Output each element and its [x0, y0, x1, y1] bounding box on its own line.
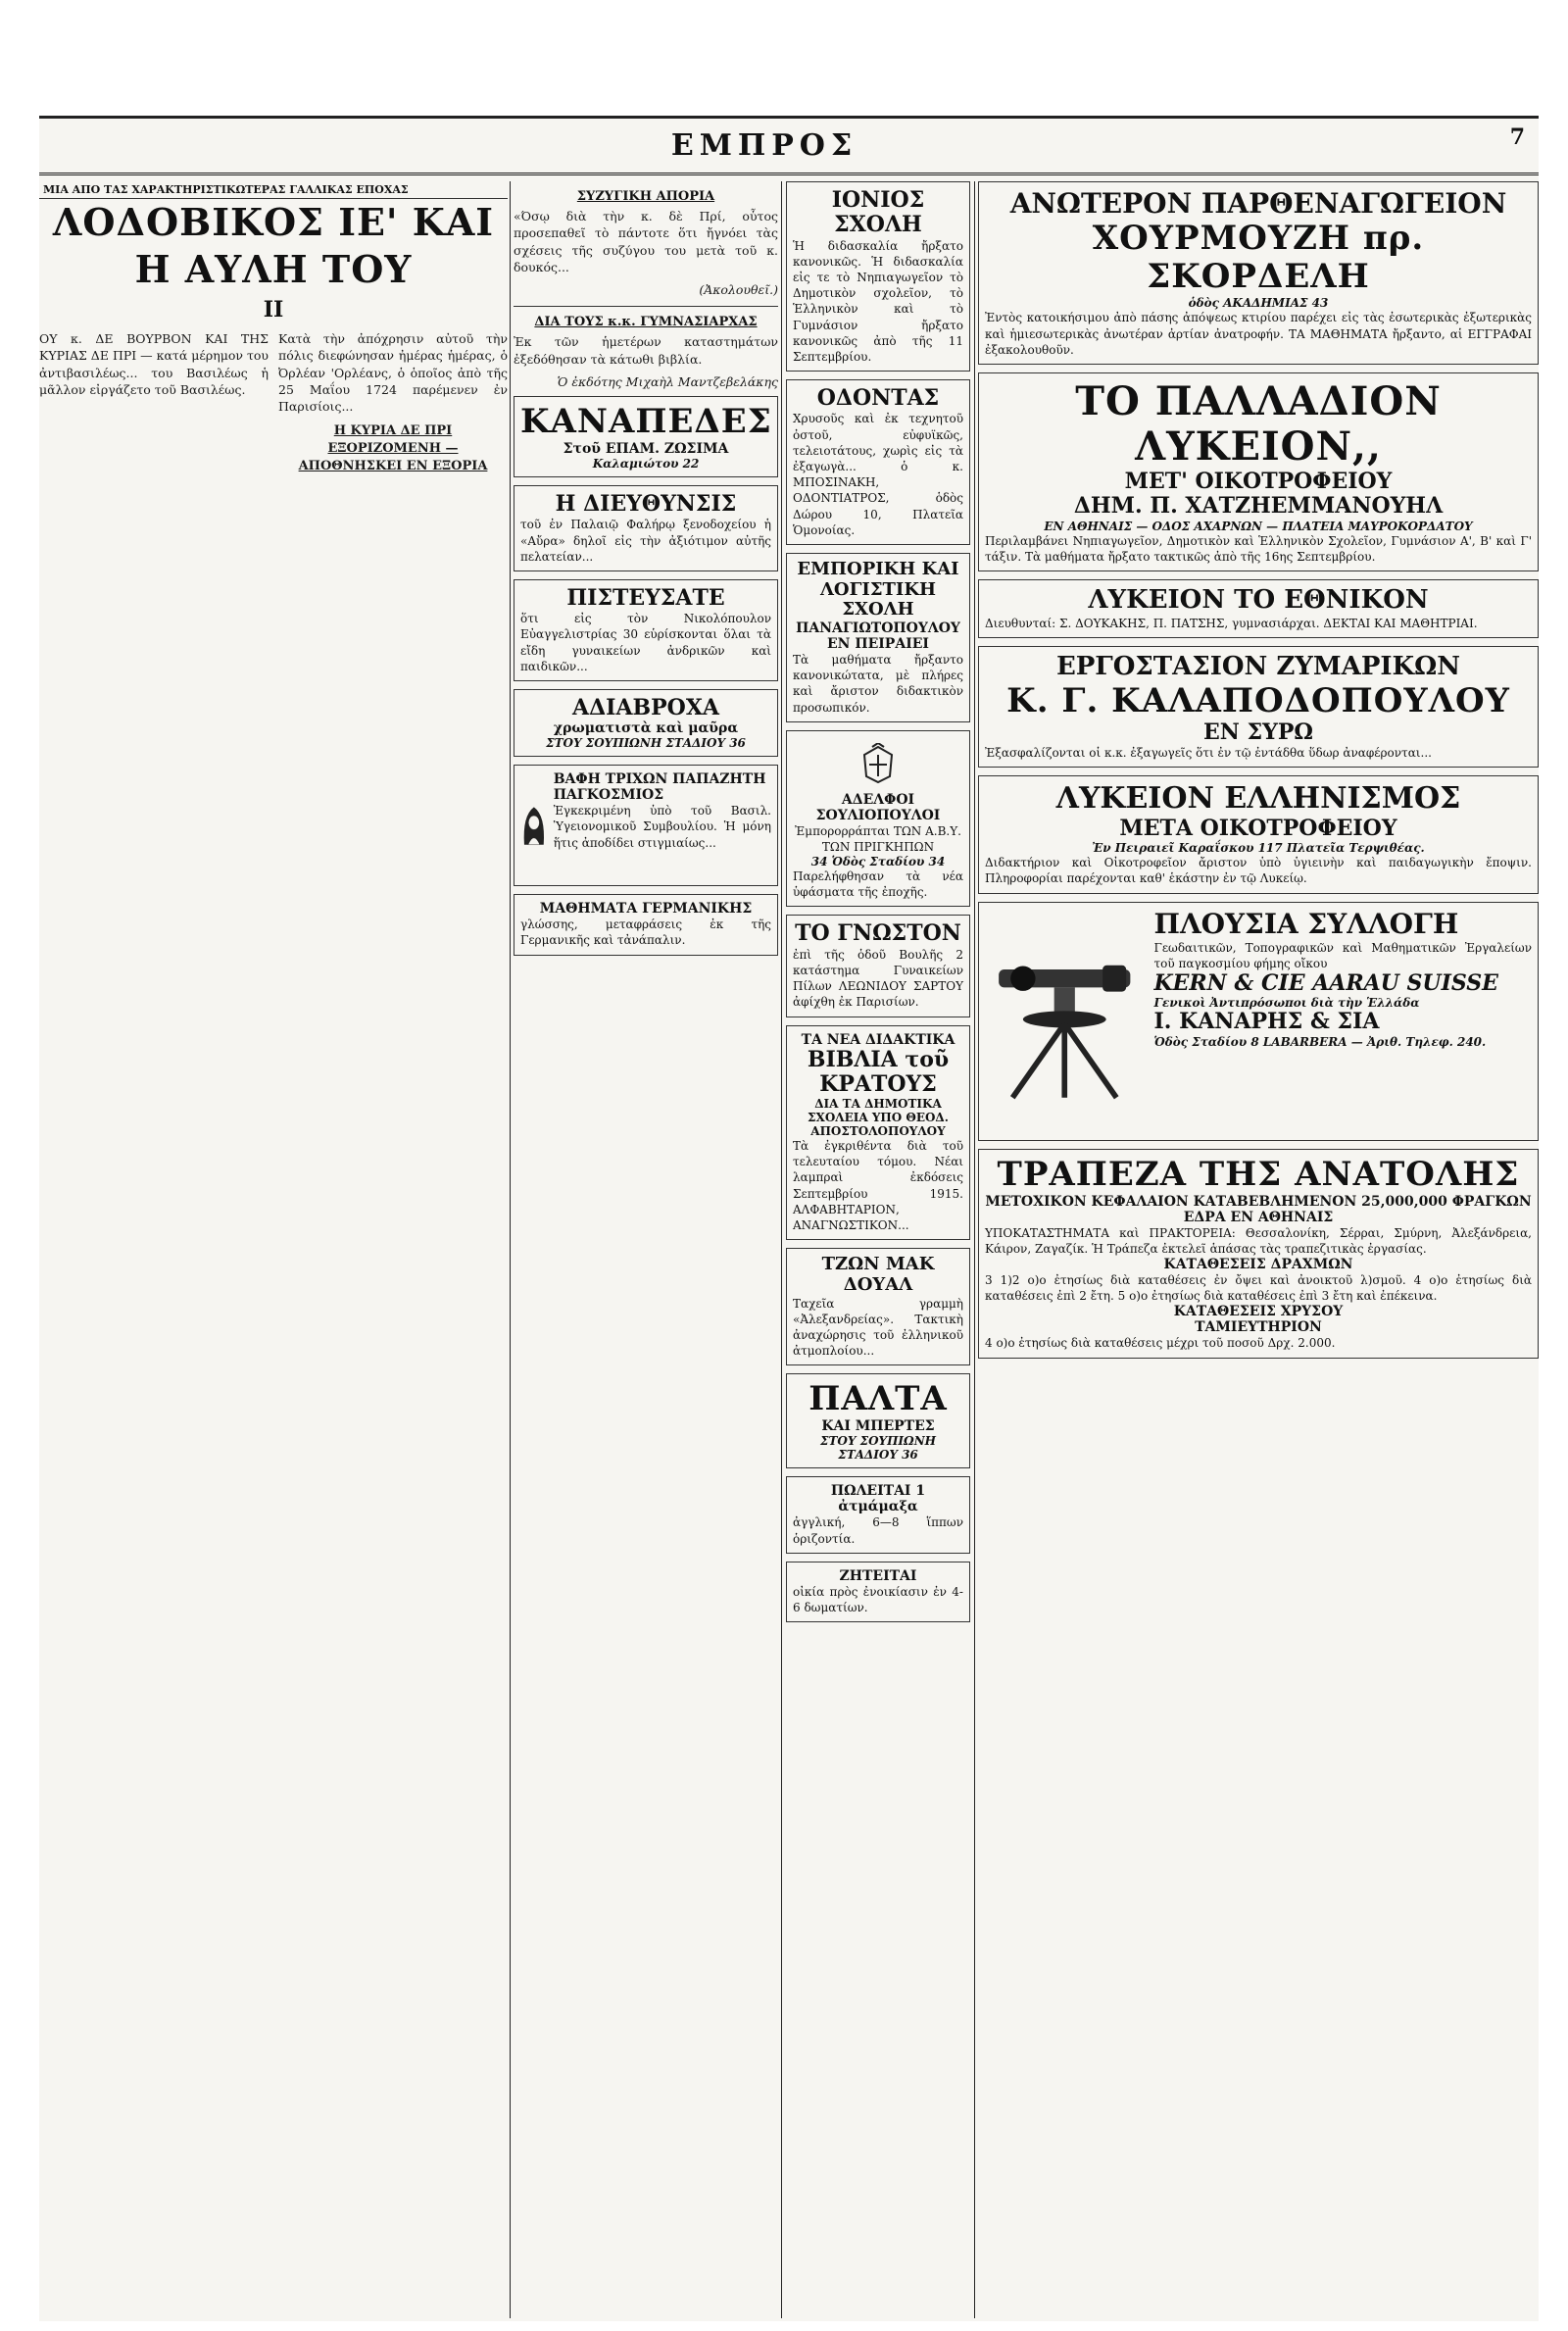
- ads-column-wide: [978, 181, 1539, 2318]
- ad-subheading: ΜΕΤΑ ΟΙΚΟΤΡΟΦΕΙΟΥ: [1119, 815, 1397, 841]
- article-signature: Ὁ ἐκδότης Μιχαὴλ Μαντζεβελάκης: [557, 373, 778, 389]
- ad-body: Τὰ ἐγκριθέντα διὰ τοῦ τελευταίου τόμου. Νέαι λαμπραὶ ἐκδόσεις Σεπτεμβρίου 1915. ΑΛΦΑΒΗΤΑΡΙΟΝ, ΑΝΑΓΝΩΣΤΙΚΟΝ...: [793, 1139, 963, 1233]
- masthead: [39, 119, 1539, 175]
- ad-body: ἀγγλική, 6—8 ἵππων ὁριζοντία.: [793, 1515, 963, 1546]
- article-signature: (Ἀκολουθεῖ.): [699, 282, 778, 297]
- ad-ionios-scholi: [786, 181, 970, 372]
- ad-vafi: [514, 765, 778, 886]
- ad-subheading: Κ. Γ. ΚΑΛΑΠΟΔΟΠΟΥΛΟΥ: [1006, 680, 1510, 720]
- ad-heading: ΖΗΤΕΙΤΑΙ: [839, 1567, 917, 1584]
- ad-heading: ΜΑΘΗΜΑΤΑ ΓΕΡΜΑΝΙΚΗΣ: [539, 901, 753, 918]
- newspaper-page: [39, 116, 1539, 2321]
- ad-pisteusate: [514, 579, 778, 681]
- ad-heading: ΤΟ ΠΑΛΛΑΔΙΟΝ ΛΥΚΕΙΟΝ,,: [1075, 377, 1442, 470]
- ad-body: 4 ο)ο ἐτησίως διὰ καταθέσεις μέχρι τοῦ ποσοῦ Δρχ. 2.000.: [985, 1336, 1336, 1351]
- ad-body: Ἐξασφαλίζονται οἱ κ.κ. ἐξαγωγεῖς ὅτι ἐν τῷ ἐντάδθα ὕδωρ ἀναφέρονται...: [985, 746, 1432, 761]
- ad-address: ΕΝ ΑΘΗΝΑΙΣ — ΟΔΟΣ ΑΧΑΡΝΩΝ — ΠΛΑΤΕΙΑ ΜΑΥΡΟΚΟΡΔΑΤΟΥ: [1044, 519, 1473, 533]
- ad-heading: ΤΡΑΠΕΖΑ ΤΗΣ ΑΝΑΤΟΛΗΣ: [997, 1154, 1520, 1194]
- ad-ethnikon: [978, 579, 1539, 638]
- ad-seat: ΕΔΡΑ ΕΝ ΑΘΗΝΑΙΣ: [1183, 1209, 1334, 1225]
- page-number: 7: [1509, 124, 1525, 150]
- serial-kicker: ΜΙΑ ΑΠΟ ΤΑΣ ΧΑΡΑΚΤΗΡΙΣΤΙΚΩΤΕΡΑΣ ΓΑΛΛΙΚΑΣ ΕΠΟΧΑΣ: [39, 181, 508, 199]
- ad-adiavrocha: [514, 689, 778, 757]
- ad-address: Ὁδὸς Σταδίου 8 LABARBERA — Ἀριθ. Τηλεφ. 240.: [1153, 1034, 1487, 1049]
- ad-heading: ΚΑΝΑΠΕΔΕΣ: [520, 402, 772, 441]
- ad-section-heading: ΚΑΤΑΘΕΣΕΙΣ ΔΡΑΧΜΩΝ: [1163, 1257, 1353, 1273]
- ads-column-narrow: [786, 181, 970, 2318]
- ad-body: ΥΠΟΚΑΤΑΣΤΗΜΑΤΑ καὶ ΠΡΑΚΤΟΡΕΙΑ: Θεσσαλονίκη, Σέρραι, Σμύρνη, Ἀλεξάνδρεια, Κάιρον, Ζαγαζίκ. Ἡ Τράπεζα ἐκτελεῖ ἁπάσας τὰς τραπεζιτικὰς ἐργασίας.: [985, 1225, 1532, 1256]
- ad-heading-2: ΧΟΥΡΜΟΥΖΗ πρ. ΣΚΟΡΔΕΛΗ: [1092, 219, 1425, 297]
- ad-emporiki-scholi: [786, 553, 970, 722]
- ad-body: γλώσσης, μεταφράσεις ἐκ τῆς Γερμανικῆς καὶ τἀνάπαλιν.: [520, 918, 771, 948]
- article-body: [514, 208, 778, 298]
- masthead-title: ΕΜΠΡΟΣ: [670, 128, 858, 163]
- serial-text-left: [39, 330, 269, 479]
- serial-paragraph: ΟΥ κ. ΔΕ ΒΟΥΡΒΟΝ ΚΑΙ ΤΗΣ ΚΥΡΙΑΣ ΔΕ ΠΡΙ — κατά μέρημον του ἀντιβασιλέως... του Βασιλέως ἡ μᾶλλον εἰργάζετο τοῦ Βασιλέως.: [39, 331, 269, 397]
- ad-heading: ΠΩΛΕΙΤΑΙ 1 ἀτμάμαξα: [830, 1483, 926, 1515]
- ad-heading: ΒΙΒΛΙΑ τοῦ ΚΡΑΤΟΥΣ: [807, 1046, 950, 1097]
- ad-body: Χρυσοῦς καὶ ἐκ τεχνητοῦ ὀστοῦ, εὐφυϊκῶς, τελειοτάτους, χωρὶς εἰς τὰ ἐξαγωγὰ... ὁ κ. ΜΠΟΣΙΝΑΚΗ, ΟΔΟΝΤΙΑΤΡΟΣ, ὁδὸς Δώρου 10, Πλατεῖα Ὁμονοίας.: [793, 412, 963, 537]
- ad-body: Διευθυνταί: Σ. ΔΟΥΚΑΚΗΣ, Π. ΠΑΤΣΗΣ, γυμνασιάρχαι. ΔΕΚΤΑΙ ΚΑΙ ΜΑΘΗΤΡΙΑΙ.: [985, 616, 1478, 630]
- ad-subheading: Ἐμπορορράπται ΤΩΝ Α.Β.Υ. ΤΩΝ ΠΡΙΓΚΗΠΩΝ: [795, 823, 961, 854]
- ad-poleitai: [786, 1476, 970, 1553]
- ad-subheading-2: ΔΗΜ. Π. ΧΑΤΖΗΕΜΜΑΝΟΥΗΛ: [1073, 493, 1444, 520]
- ad-body: Περιλαμβάνει Νηπιαγωγεῖον, Δημοτικὸν καὶ Ἑλληνικὸν Σχολεῖον, Γυμνάσιον Α', Β' καὶ Γ' τάξιν. Τὰ μαθήματα ἤρξατο τακτικῶς ἀπὸ τῆς 16ης Σεπτεμβρίου.: [985, 533, 1532, 564]
- ad-palladion: [978, 372, 1539, 571]
- ad-palta: [786, 1373, 970, 1468]
- ad-heading: ΕΜΠΟΡΙΚΗ ΚΑΙ ΛΟΓΙΣΤΙΚΗ ΣΧΟΛΗ: [797, 558, 959, 620]
- ad-body: τοῦ ἐν Παλαιῷ Φαλήρῳ ξενοδοχείου ἡ «Αὔρα» δηλοῖ εἰς τὴν ἀξιότιμον αὐτῆς πελατείαν...: [520, 518, 771, 564]
- ad-parthenagogeion: [978, 181, 1539, 365]
- ad-body: Ἐγκεκριμένη ὑπὸ τοῦ Βασιλ. Ὑγειονομικοῦ Συμβουλίου. Ἡ μόνη ἥτις ἀποδίδει στιγμιαίως...: [553, 804, 771, 850]
- ad-heading: ΤΖΩΝ ΜΑΚ ΔΟΥΑΛ: [821, 1254, 935, 1295]
- ad-address: ΣΤΟΥ ΣΟΥΠΙΩΝΗ ΣΤΑΔΙΟΥ 36: [546, 736, 746, 751]
- ad-steamship: [786, 1248, 970, 1365]
- ad-heading: ΠΑΛΤΑ: [808, 1379, 948, 1419]
- ad-address: ΣΤΟΥ ΣΟΥΠΙΩΝΗ ΣΤΑΔΙΟΥ 36: [819, 1434, 937, 1463]
- ad-body: οἰκία πρὸς ἐνοικίασιν ἐν 4-6 δωματίων.: [793, 1584, 963, 1614]
- ad-address: Ἐν Πειραιεῖ Καραΐσκου 117 Πλατεῖα Τερψιθέας.: [1092, 841, 1425, 856]
- article-body: [514, 333, 778, 390]
- serial-title: ΛΟΔΟΒΙΚΟΣ ΙΕ' ΚΑΙ Η ΑΥΛΗ ΤΟΥ: [52, 200, 495, 291]
- ad-address: Καλαμιώτου 22: [592, 457, 700, 471]
- article-heading: ΔΙΑ ΤΟΥΣ κ.κ. ΓΥΜΝΑΣΙΑΡΧΑΣ: [534, 315, 758, 330]
- serial-chapter: II: [263, 297, 284, 322]
- ad-ellinismos: [978, 775, 1539, 893]
- ad-kanapedes: [514, 396, 778, 477]
- news-column: [514, 181, 778, 2318]
- ad-vivlia-kratous: [786, 1025, 970, 1241]
- ad-subheading: ΔΙΑ ΤΑ ΔΗΜΟΤΙΚΑ ΣΧΟΛΕΙΑ ΥΠΟ ΘΕΟΔ. ΑΠΟΣΤΟΛΟΠΟΥΛΟΥ: [808, 1097, 949, 1139]
- ad-kicker: ΤΑ ΝΕΑ ΔΙΔΑΚΤΙΚΑ: [801, 1031, 956, 1048]
- ad-capital: ΜΕΤΟΧΙΚΟΝ ΚΕΦΑΛΑΙΟΝ ΚΑΤΑΒΕΒΛΗΜΕΝΟΝ 25,000,000 ΦΡΑΓΚΩΝ: [985, 1193, 1532, 1210]
- ad-heading: ΕΡΓΟΣΤΑΣΙΟΝ ΖΥΜΑΡΙΚΩΝ: [1055, 651, 1461, 681]
- ad-section-heading: ΤΑΜΙΕΥΤΗΡΙΟΝ: [1195, 1319, 1322, 1336]
- ad-address: ὁδὸς ΑΚΑΔΗΜΙΑΣ 43: [1188, 296, 1329, 311]
- ad-subheading: ΜΕΤ' ΟΙΚΟΤΡΟΦΕΙΟΥ: [1124, 468, 1393, 494]
- ad-subheading: Στοῦ ΕΠΑΜ. ΖΩΣΙΜΑ: [563, 441, 729, 458]
- royal-crest-icon: [857, 743, 900, 786]
- article-heading: ΣΥΖΥΓΙΚΗ ΑΠΟΡΙΑ: [576, 189, 715, 204]
- woman-portrait-illustration: [520, 771, 548, 879]
- ad-heading: ΛΥΚΕΙΟΝ ΤΟ ΕΘΝΙΚΟΝ: [1088, 584, 1429, 615]
- ad-body: Ἡ διδασκαλία ἤρξατο κανονικῶς. Ἡ διδασκαλία εἰς τε τὸ Νηπιαγωγεῖον τὸ Δημοτικὸν σχολεῖον, τὸ Ἑλληνικὸν καὶ τὸ Γυμνάσιον ἤρξατο κανονικῶς ἀπὸ τῆς 11 Σεπτεμβρίου.: [793, 238, 963, 364]
- ad-kern: [978, 902, 1539, 1141]
- ad-heading: ΤΟ ΓΝΩΣΤΟΝ: [795, 920, 961, 947]
- ad-body: Τὰ μαθήματα ἤρξαντο κανονικώτατα, μὲ πλήρες καὶ ἄριστον διδακτικὸν προσωπικόν.: [793, 652, 963, 715]
- ad-heading: ΒΑΦΗ ΤΡΙΧΩΝ ΠΑΠΑΖΗΤΗ ΠΑΓΚΟΣΜΙΟΣ: [553, 771, 766, 804]
- ad-body: Ἐντὸς κατοικήσιμου ἀπὸ πάσης ἀπόψεως κτιρίου παρέχει εἰς τὰς ἐσωτερικὰς ἐξωτερικὰς καὶ ἡμιεσωτερικὰς ἀνωτέραν ἀρτίαν ἀνατροφήν. ΤΑ ΜΑΘΗΜΑΤΑ ἤρξαντο, αἱ ΕΓΓΡΑΦΑΙ ἐξακολουθοῦν.: [985, 311, 1532, 357]
- ad-body: Διδακτήριον καὶ Οἰκοτροφεῖον ἄριστον ὑπὸ ὑγιεινὴν καὶ παιδαγωγικὴν ἔποψιν. Πληροφορίαι παρέχονται καθ' ἑκάστην ἐν τῷ Λυκείῳ.: [985, 856, 1532, 886]
- serial-text-right: [278, 330, 508, 479]
- surveying-instrument-illustration: [985, 909, 1145, 1134]
- ad-zeteitai: [786, 1562, 970, 1622]
- ad-body: Ταχεῖα γραμμὴ «Ἀλεξανδρείας». Τακτικὴ ἀναχώρησις τοῦ ἐλληνικοῦ ἀτμοπλοίου...: [793, 1296, 963, 1359]
- ad-section-heading: ΚΑΤΑΘΕΣΕΙΣ ΧΡΥΣΟΥ: [1173, 1304, 1344, 1320]
- divider: [514, 306, 778, 307]
- ad-heading: ΑΔΙΑΒΡΟΧΑ: [572, 695, 719, 720]
- ad-dieuthynsis: [514, 485, 778, 571]
- ad-heading: ΛΥΚΕΙΟΝ ΕΛΛΗΝΙΣΜΟΣ: [1055, 781, 1461, 817]
- ad-odontas: [786, 379, 970, 545]
- ad-agent-label: Γενικοὶ Ἀντιπρόσωποι διὰ τὴν Ἑλλάδα: [1153, 996, 1420, 1011]
- ad-subheading: ΠΑΝΑΓΙΩΤΟΠΟΥΛΟΥ ΕΝ ΠΕΙΡΑΙΕΙ: [796, 620, 960, 652]
- ad-address: 34 Ὁδὸς Σταδίου 34: [810, 855, 946, 869]
- ad-heading: ΑΔΕΛΦΟΙ ΣΟΥΛΙΟΠΟΥΛΟΙ: [815, 791, 941, 823]
- ad-zymarikon: [978, 646, 1539, 768]
- ad-heading: ΑΝΩΤΕΡΟΝ ΠΑΡΘΕΝΑΓΩΓΕΙΟΝ: [1009, 187, 1507, 220]
- column-rule: [510, 181, 511, 2318]
- ad-subheading-2: ΕΝ ΣΥΡΩ: [1203, 719, 1313, 745]
- ad-souliopouloi: [786, 730, 970, 908]
- ad-heading: Η ΔΙΕΥΘΥΝΣΙΣ: [555, 491, 737, 518]
- ad-brand: KERN & CIE AARAU SUISSE: [1153, 970, 1498, 997]
- ad-agent: Ι. ΚΑΝΑΡΗΣ & ΣΙΑ: [1153, 1009, 1380, 1035]
- ad-german-lessons: [514, 894, 778, 955]
- ad-subheading: ΚΑΙ ΜΠΕΡΤΕΣ: [821, 1418, 935, 1435]
- ad-heading: ΟΔΟΝΤΑΣ: [816, 385, 940, 412]
- serial-paragraph: Κατὰ τὴν ἀπόχρησιν αὐτοῦ τὴν πόλις διεφώνησαν ἠμέρας ἡμέρας, ὁ Ὀρλέαν 'Ορλέανς, ὁ ὁποῖος ἀπὸ τῆς 25 Μαΐου 1724 παρέμενεν ἐν Παρισίοις...: [278, 331, 508, 414]
- serial-subhead: Η ΚΥΡΙΑ ΔΕ ΠΡΙ ΕΞΟΡΙΖΟΜΕΝΗ — ΑΠΟΘΝΗΣΚΕΙ ΕΝ ΕΞΟΡΙΑ: [298, 423, 488, 474]
- ad-trapeza-anatolis: [978, 1149, 1539, 1359]
- column-rule: [781, 181, 782, 2318]
- ad-heading: ΠΛΟΥΣΙΑ ΣΥΛΛΟΓΗ: [1153, 907, 1459, 940]
- serial-column: [39, 181, 508, 2318]
- ad-body: Παρελήφθησαν τὰ νέα ὑφάσματα τῆς ἐποχῆς.: [793, 869, 963, 900]
- ad-body: 3 1)2 ο)ο ἐτησίως διὰ καταθέσεις ἐν ὄψει καὶ ἀνοικτοῦ λ)σμοῦ. 4 ο)ο ἐτησίως διὰ καταθέσεις ἐπὶ 2 ἔτη. 5 ο)ο ἐτησίως διὰ καταθέσεις ἐπὶ 3 ἔτη καὶ ἐπέκεινα.: [985, 1273, 1532, 1304]
- article-paragraph: «Όσῳ διὰ τὴν κ. δὲ Πρί, οὗτος προσεπαθεῖ τὸ πάντοτε ὅτι ἤγνόει τὰς σχέσεις τῆς συζύγου του μετὰ τοῦ κ. δουκός...: [514, 209, 778, 274]
- ad-gnoston: [786, 915, 970, 1017]
- ad-body: Γεωδαιτικῶν, Τοπογραφικῶν καὶ Μαθηματικῶν Ἐργαλείων τοῦ παγκοσμίου φήμης οἴκου: [1153, 940, 1532, 970]
- column-rule: [974, 181, 975, 2318]
- ad-heading: ΠΙΣΤΕΥΣΑΤΕ: [566, 584, 725, 611]
- ad-body: ὅτι εἰς τὸν Νικολόπουλον Εὐαγγελιστρίας 30 εὑρίσκονται ὅλαι τὰ εἴδη γυναικείων ἀνδρικῶν καὶ παιδικῶν...: [520, 612, 771, 673]
- ad-heading: ΙΟΝΙΟΣ ΣΧΟΛΗ: [831, 187, 925, 238]
- article-paragraph: Ἐκ τῶν ἡμετέρων καταστημάτων ἐξεδόθησαν τὰ κάτωθι βιβλία.: [514, 334, 778, 367]
- ad-subheading: χρωματιστὰ καὶ μαῦρα: [553, 720, 739, 737]
- ad-body: ἐπὶ τῆς ὁδοῦ Βουλῆς 2 κατάστημα Γυναικείων Πίλων ΛΕΩΝΙΔΟΥ ΣΑΡΤΟΥ ἀφίχθη ἐκ Παρισίων.: [793, 947, 963, 1010]
